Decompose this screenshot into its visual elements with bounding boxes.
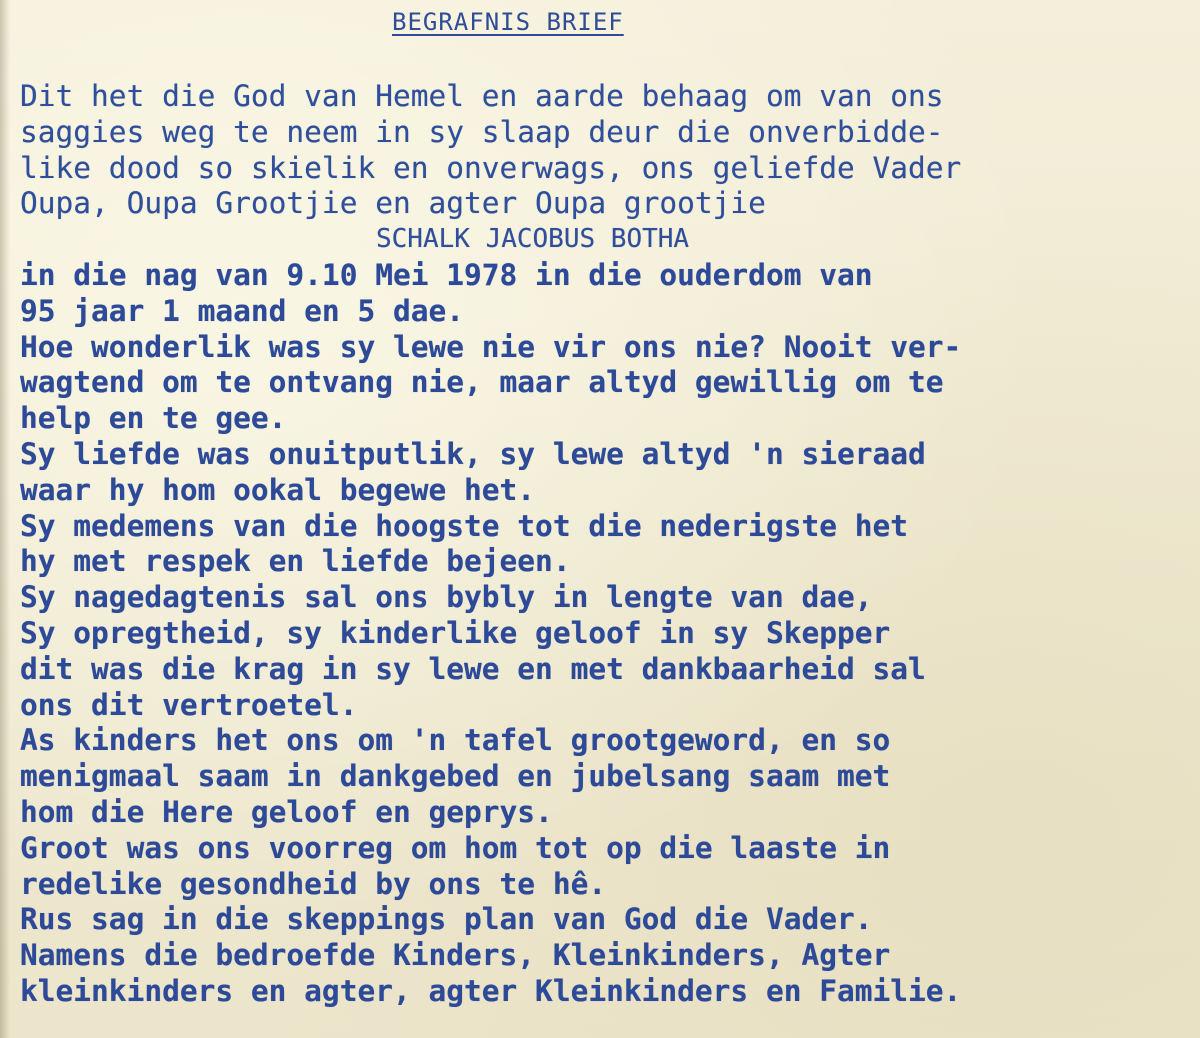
letter-line: As kinders het ons om 'n tafel grootgeword, en so bbox=[20, 723, 891, 758]
letter-line: waar hy hom ookal begewe het. bbox=[20, 472, 536, 507]
letter-line: Sy liefde was onuitputlik, sy lewe altyd 'n sieraad bbox=[20, 436, 926, 471]
letter-line: Sy medemens van die hoogste tot die nederigste het bbox=[20, 508, 909, 543]
letter-line: menigmaal saam in dankgebed en jubelsang saam met bbox=[20, 759, 891, 794]
letter-line: help en te gee. bbox=[20, 401, 287, 436]
letter-line: Oupa, Oupa Grootjie en agter Oupa grootjie bbox=[20, 186, 766, 221]
letter-title: BEGRAFNIS BRIEF bbox=[392, 8, 624, 36]
letter-line: Rus sag in die skeppings plan van God die Vader. bbox=[20, 902, 873, 937]
letter-line: like dood so skielik en onverwags, ons geliefde Vader bbox=[20, 150, 962, 185]
letter-line: hy met respek en liefde bejeen. bbox=[20, 544, 571, 579]
letter-line: 95 jaar 1 maand en 5 dae. bbox=[20, 293, 465, 328]
paper-edge-shadow bbox=[0, 0, 10, 1038]
letter-body bbox=[20, 79, 961, 1010]
letter-line: Sy opregtheid, sy kinderlike geloof in sy Skepper bbox=[20, 615, 891, 650]
letter-line: Sy nagedagtenis sal ons bybly in lengte van dae, bbox=[20, 580, 873, 615]
letter-line: ons dit vertroetel. bbox=[20, 687, 358, 722]
letter-line: hom die Here geloof en geprys. bbox=[20, 794, 553, 829]
letter-line: in die nag van 9.10 Mei 1978 in die ouderdom van bbox=[20, 257, 873, 292]
letter-line: kleinkinders en agter, agter Kleinkinders en Familie. bbox=[20, 973, 962, 1008]
letter-line: wagtend om te ontvang nie, maar altyd gewillig om te bbox=[20, 365, 944, 400]
letter-line: redelike gesondheid by ons te hê. bbox=[20, 866, 607, 901]
letter-line: Groot was ons voorreg om hom tot op die laaste in bbox=[20, 830, 891, 865]
letter-line: Dit het die God van Hemel en aarde behaag om van ons bbox=[20, 79, 944, 113]
letter-line: saggies weg te neem in sy slaap deur die onverbidde- bbox=[20, 114, 944, 149]
letter-line: Namens die bedroefde Kinders, Kleinkinders, Agter bbox=[20, 938, 891, 973]
deceased-name: SCHALK JACOBUS BOTHA bbox=[376, 224, 690, 255]
letter-line: Hoe wonderlik was sy lewe nie vir ons nie? Nooit ver- bbox=[20, 329, 962, 364]
letter-line: dit was die krag in sy lewe en met dankbaarheid sal bbox=[20, 651, 926, 686]
